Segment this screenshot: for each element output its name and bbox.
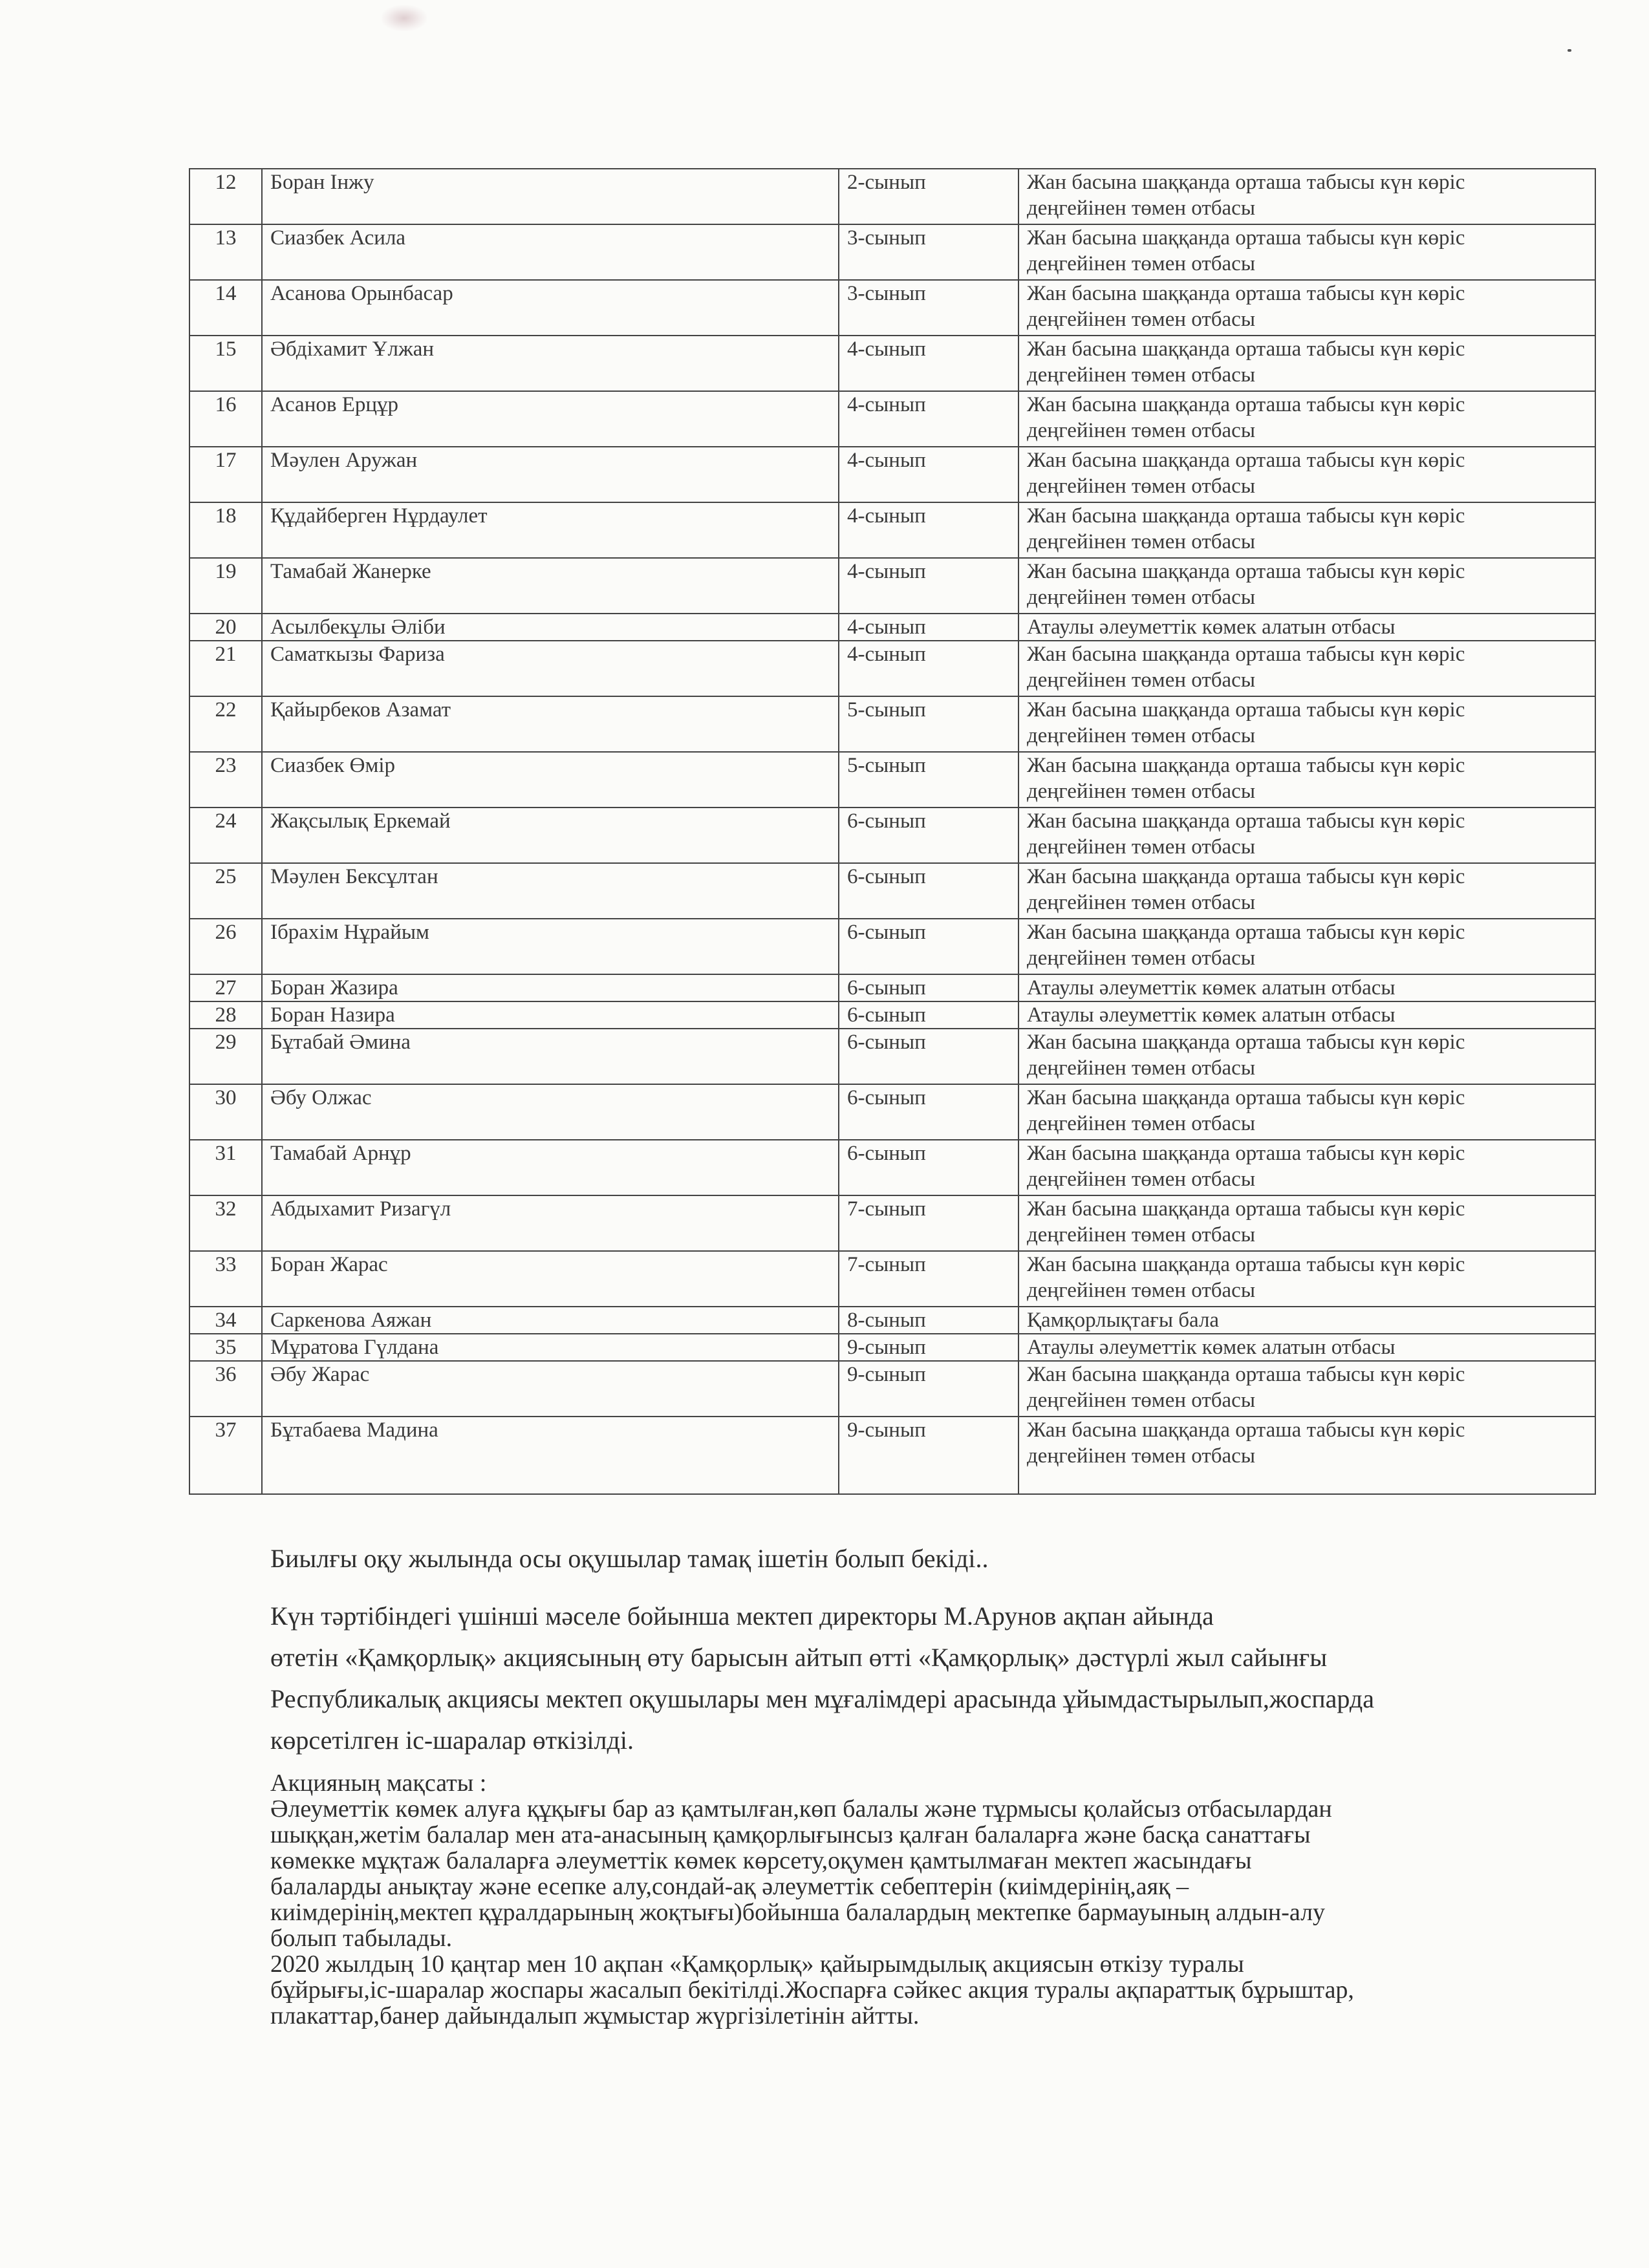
support-category — [1018, 1251, 1595, 1307]
support-category — [1018, 808, 1595, 863]
student-name: Әбу Олжас — [262, 1084, 839, 1140]
table-row — [189, 1251, 1595, 1307]
student-grade: 4-сынып — [839, 641, 1018, 696]
paragraph-agenda — [270, 1596, 1538, 1761]
student-grade: 6-сынып — [839, 808, 1018, 863]
support-category — [1018, 863, 1595, 919]
row-number: 31 — [189, 1140, 262, 1195]
student-grade: 4-сынып — [839, 614, 1018, 641]
student-name: Асанова Орынбасар — [262, 280, 839, 336]
row-number: 17 — [189, 447, 262, 502]
row-number: 21 — [189, 641, 262, 696]
support-category-line: Жан басына шаққанда орташа табысы күн көріс — [1027, 1363, 1465, 1386]
row-number: 18 — [189, 502, 262, 558]
support-category — [1018, 1084, 1595, 1140]
student-grade: 7-сынып — [839, 1251, 1018, 1307]
table-row — [189, 1307, 1595, 1334]
row-number: 30 — [189, 1084, 262, 1140]
paragraph-aim — [270, 1770, 1538, 2029]
support-category — [1018, 752, 1595, 808]
support-category-line: деңгейінен төмен отбасы — [1027, 1279, 1255, 1302]
support-category-line: деңгейінен төмен отбасы — [1027, 419, 1255, 442]
support-category-line: Жан басына шаққанда орташа табысы күн көріс — [1027, 1197, 1465, 1221]
student-grade: 2-сынып — [839, 169, 1018, 224]
agenda-line: Күн тәртібіндегі үшінші мәселе бойынша мектеп директоры М.Арунов ақпан айында — [270, 1601, 1214, 1631]
support-category-line: Жан басына шаққанда орташа табысы күн көріс — [1027, 226, 1465, 250]
student-grade: 6-сынып — [839, 974, 1018, 1001]
support-category-line: деңгейінен төмен отбасы — [1027, 1168, 1255, 1191]
table-row — [189, 696, 1595, 752]
student-name: Тамабай Жанерке — [262, 558, 839, 614]
aim-line: балаларды анықтау және есепке алу,сондай-ақ әлеуметтік себептерін (киімдерінің,аяқ – — [270, 1873, 1189, 1900]
aim-line: 2020 жылдың 10 қаңтар мен 10 ақпан «Қамқорлық» қайырымдылық акциясын өткізу туралы — [270, 1951, 1244, 1978]
table-row — [189, 808, 1595, 863]
support-category-line: Жан басына шаққанда орташа табысы күн көріс — [1027, 560, 1465, 583]
row-number: 13 — [189, 224, 262, 280]
support-category — [1018, 614, 1595, 641]
student-name: Жақсылық Еркемай — [262, 808, 839, 863]
support-category-line: деңгейінен төмен отбасы — [1027, 724, 1255, 747]
support-category — [1018, 280, 1595, 336]
student-name: Әбу Жарас — [262, 1361, 839, 1417]
table-row — [189, 863, 1595, 919]
table-row — [189, 919, 1595, 974]
support-category-line: деңгейінен төмен отбасы — [1027, 1056, 1255, 1080]
student-name: Боран Жарас — [262, 1251, 839, 1307]
support-category — [1018, 1361, 1595, 1417]
support-category-line: Жан басына шаққанда орташа табысы күн көріс — [1027, 1031, 1465, 1054]
row-number: 33 — [189, 1251, 262, 1307]
support-category-line: деңгейінен төмен отбасы — [1027, 1444, 1255, 1468]
student-name: Боран Назира — [262, 1001, 839, 1029]
student-name: Сиазбек Өмір — [262, 752, 839, 808]
row-number: 36 — [189, 1361, 262, 1417]
support-category-line: Атаулы әлеуметтік көмек алатын отбасы — [1027, 1003, 1396, 1027]
table-row — [189, 641, 1595, 696]
support-category-line: деңгейінен төмен отбасы — [1027, 947, 1255, 970]
student-grade: 4-сынып — [839, 336, 1018, 391]
student-grade: 6-сынып — [839, 919, 1018, 974]
row-number: 26 — [189, 919, 262, 974]
table-row — [189, 336, 1595, 391]
student-grade: 6-сынып — [839, 1001, 1018, 1029]
support-category — [1018, 224, 1595, 280]
table-row — [189, 1029, 1595, 1084]
support-category — [1018, 169, 1595, 224]
support-category-line: деңгейінен төмен отбасы — [1027, 586, 1255, 609]
student-grade: 8-сынып — [839, 1307, 1018, 1334]
student-name: Боран Жазира — [262, 974, 839, 1001]
student-grade: 4-сынып — [839, 502, 1018, 558]
row-number: 27 — [189, 974, 262, 1001]
row-number: 29 — [189, 1029, 262, 1084]
student-name: Мұратова Гүлдана — [262, 1334, 839, 1361]
support-category-line: деңгейінен төмен отбасы — [1027, 308, 1255, 331]
paragraph-meals: Биылғы оқу жылында осы оқушылар тамақ ішетін болып бекіді.. — [270, 1544, 989, 1573]
student-name: Бұтабай Әмина — [262, 1029, 839, 1084]
support-category-line: Жан басына шаққанда орташа табысы күн көріс — [1027, 865, 1465, 888]
student-grade: 9-сынып — [839, 1334, 1018, 1361]
table-row — [189, 558, 1595, 614]
support-category-line: Жан басына шаққанда орташа табысы күн көріс — [1027, 337, 1465, 361]
table-row — [189, 280, 1595, 336]
aim-line: бұйрығы,іс-шаралар жоспары жасалып бекітілді.Жоспарға сәйкес акция туралы ақпараттық бұрыштар, — [270, 1976, 1354, 2004]
row-number: 14 — [189, 280, 262, 336]
student-name: Асанов Ерцұр — [262, 391, 839, 447]
table-row — [189, 447, 1595, 502]
support-category — [1018, 974, 1595, 1001]
student-grade: 5-сынып — [839, 696, 1018, 752]
table-row — [189, 752, 1595, 808]
support-category-line: Жан басына шаққанда орташа табысы күн көріс — [1027, 809, 1465, 833]
support-category-line: деңгейінен төмен отбасы — [1027, 252, 1255, 275]
student-name: Саркенова Аяжан — [262, 1307, 839, 1334]
support-category — [1018, 336, 1595, 391]
student-name: Тамабай Арнұр — [262, 1140, 839, 1195]
row-number: 34 — [189, 1307, 262, 1334]
student-grade: 9-сынып — [839, 1361, 1018, 1417]
student-name: Бұтабаева Мадина — [262, 1417, 839, 1494]
support-category-line: Атаулы әлеуметтік көмек алатын отбасы — [1027, 615, 1396, 639]
support-category — [1018, 919, 1595, 974]
student-grade: 6-сынып — [839, 1084, 1018, 1140]
aim-line: көмекке мұқтаж балаларға әлеуметтік көмек көрсету,оқумен қамтылмаған мектеп жасындағы — [270, 1847, 1252, 1874]
support-category-line: Жан басына шаққанда орташа табысы күн көріс — [1027, 643, 1465, 666]
student-grade: 9-сынып — [839, 1417, 1018, 1494]
support-category-line: Атаулы әлеуметтік көмек алатын отбасы — [1027, 976, 1396, 1000]
student-grade: 4-сынып — [839, 447, 1018, 502]
support-category — [1018, 1029, 1595, 1084]
student-grade: 3-сынып — [839, 280, 1018, 336]
row-number: 22 — [189, 696, 262, 752]
aim-title: Акцияның мақсаты : — [270, 1770, 487, 1797]
support-category — [1018, 641, 1595, 696]
table-row — [189, 1140, 1595, 1195]
student-table — [189, 168, 1596, 1495]
row-number: 12 — [189, 169, 262, 224]
aim-line: плакаттар,банер дайындалып жұмыстар жүргізілетінін айтты. — [270, 2002, 920, 2029]
table-row — [189, 614, 1595, 641]
row-number: 23 — [189, 752, 262, 808]
support-category — [1018, 696, 1595, 752]
table-row — [189, 502, 1595, 558]
table-row — [189, 1001, 1595, 1029]
table-row — [189, 391, 1595, 447]
support-category-line: деңгейінен төмен отбасы — [1027, 1112, 1255, 1135]
table-row — [189, 169, 1595, 224]
aim-line: киімдерінің,мектеп құралдарының жоқтығы)бойынша балалардың мектепке бармауының алдын-алу — [270, 1899, 1326, 1926]
support-category — [1018, 502, 1595, 558]
support-category-line: Жан басына шаққанда орташа табысы күн көріс — [1027, 1086, 1465, 1109]
row-number: 15 — [189, 336, 262, 391]
student-grade: 5-сынып — [839, 752, 1018, 808]
student-grade: 6-сынып — [839, 1029, 1018, 1084]
student-name: Қайырбеков Азамат — [262, 696, 839, 752]
row-number: 35 — [189, 1334, 262, 1361]
agenda-line: Республикалық акциясы мектеп оқушылары мен мұғалімдері арасында ұйымдастырылып,жоспарда — [270, 1684, 1374, 1713]
support-category-line: Жан басына шаққанда орташа табысы күн көріс — [1027, 754, 1465, 777]
student-name: Мәулен Аружан — [262, 447, 839, 502]
table-row — [189, 974, 1595, 1001]
row-number: 24 — [189, 808, 262, 863]
support-category-line: деңгейінен төмен отбасы — [1027, 1389, 1255, 1412]
aim-line: Әлеуметтік көмек алуға құқығы бар аз қамтылған,көп балалы және тұрмысы қолайсыз отбасылардан — [270, 1795, 1332, 1823]
student-grade: 6-сынып — [839, 1140, 1018, 1195]
support-category-line: деңгейінен төмен отбасы — [1027, 475, 1255, 498]
support-category — [1018, 1334, 1595, 1361]
aim-line: шыққан,жетім балалар мен ата-анасының қамқорлығынсыз қалған балаларға және басқа санаттағы — [270, 1821, 1311, 1848]
support-category — [1018, 1001, 1595, 1029]
support-category — [1018, 1417, 1595, 1494]
student-name: Боран Інжу — [262, 169, 839, 224]
table-row — [189, 224, 1595, 280]
student-name: Ібрахім Нұрайым — [262, 919, 839, 974]
support-category-line: Жан басына шаққанда орташа табысы күн көріс — [1027, 698, 1465, 722]
aim-line: болып табылады. — [270, 1925, 453, 1952]
row-number: 32 — [189, 1195, 262, 1251]
student-name: Құдайберген Нұрдаулет — [262, 502, 839, 558]
support-category — [1018, 447, 1595, 502]
table-row — [189, 1195, 1595, 1251]
student-grade: 4-сынып — [839, 558, 1018, 614]
support-category-line: Жан басына шаққанда орташа табысы күн көріс — [1027, 449, 1465, 472]
support-category-line: деңгейінен төмен отбасы — [1027, 780, 1255, 803]
agenda-line: көрсетілген іс-шаралар өткізілді. — [270, 1726, 634, 1755]
support-category-line: деңгейінен төмен отбасы — [1027, 669, 1255, 692]
student-grade: 6-сынып — [839, 863, 1018, 919]
row-number: 19 — [189, 558, 262, 614]
support-category — [1018, 1195, 1595, 1251]
support-category-line: деңгейінен төмен отбасы — [1027, 891, 1255, 914]
scan-speck — [1568, 49, 1571, 52]
support-category-line: деңгейінен төмен отбасы — [1027, 1223, 1255, 1246]
agenda-line: өтетін «Қамқорлық» акциясының өту барысын айтып өтті «Қамқорлық» дәстүрлі жыл сайынғы — [270, 1643, 1328, 1672]
support-category-line: Жан басына шаққанда орташа табысы күн көріс — [1027, 504, 1465, 528]
support-category-line: Қамқорлықтағы бала — [1027, 1309, 1220, 1332]
support-category-line: Жан басына шаққанда орташа табысы күн көріс — [1027, 393, 1465, 416]
table-row — [189, 1334, 1595, 1361]
row-number: 16 — [189, 391, 262, 447]
table-row — [189, 1361, 1595, 1417]
support-category-line: Жан басына шаққанда орташа табысы күн көріс — [1027, 171, 1465, 194]
support-category-line: Жан басына шаққанда орташа табысы күн көріс — [1027, 282, 1465, 305]
support-category — [1018, 558, 1595, 614]
support-category-line: Жан басына шаққанда орташа табысы күн көріс — [1027, 1142, 1465, 1165]
row-number: 20 — [189, 614, 262, 641]
student-name: Әбдіхамит Ұлжан — [262, 336, 839, 391]
table-row — [189, 1417, 1595, 1494]
table-row — [189, 1084, 1595, 1140]
support-category-line: Атаулы әлеуметтік көмек алатын отбасы — [1027, 1336, 1396, 1359]
student-table-body — [189, 169, 1595, 1494]
student-name: Сиазбек Асила — [262, 224, 839, 280]
support-category-line: деңгейінен төмен отбасы — [1027, 835, 1255, 859]
support-category-line: деңгейінен төмен отбасы — [1027, 197, 1255, 220]
student-grade: 3-сынып — [839, 224, 1018, 280]
support-category-line: Жан басына шаққанда орташа табысы күн көріс — [1027, 1418, 1465, 1442]
student-name: Саматкызы Фариза — [262, 641, 839, 696]
support-category — [1018, 1307, 1595, 1334]
support-category — [1018, 391, 1595, 447]
ink-smudge — [382, 5, 427, 31]
student-name: Мәулен Бексұлтан — [262, 863, 839, 919]
support-category-line: деңгейінен төмен отбасы — [1027, 530, 1255, 553]
student-grade: 4-сынып — [839, 391, 1018, 447]
support-category-line: Жан басына шаққанда орташа табысы күн көріс — [1027, 921, 1465, 944]
row-number: 25 — [189, 863, 262, 919]
support-category-line: деңгейінен төмен отбасы — [1027, 363, 1255, 387]
row-number: 37 — [189, 1417, 262, 1494]
student-grade: 7-сынып — [839, 1195, 1018, 1251]
student-name: Абдыхамит Ризагүл — [262, 1195, 839, 1251]
support-category-line: Жан басына шаққанда орташа табысы күн көріс — [1027, 1253, 1465, 1276]
support-category — [1018, 1140, 1595, 1195]
row-number: 28 — [189, 1001, 262, 1029]
student-name: Асылбекұлы Әліби — [262, 614, 839, 641]
